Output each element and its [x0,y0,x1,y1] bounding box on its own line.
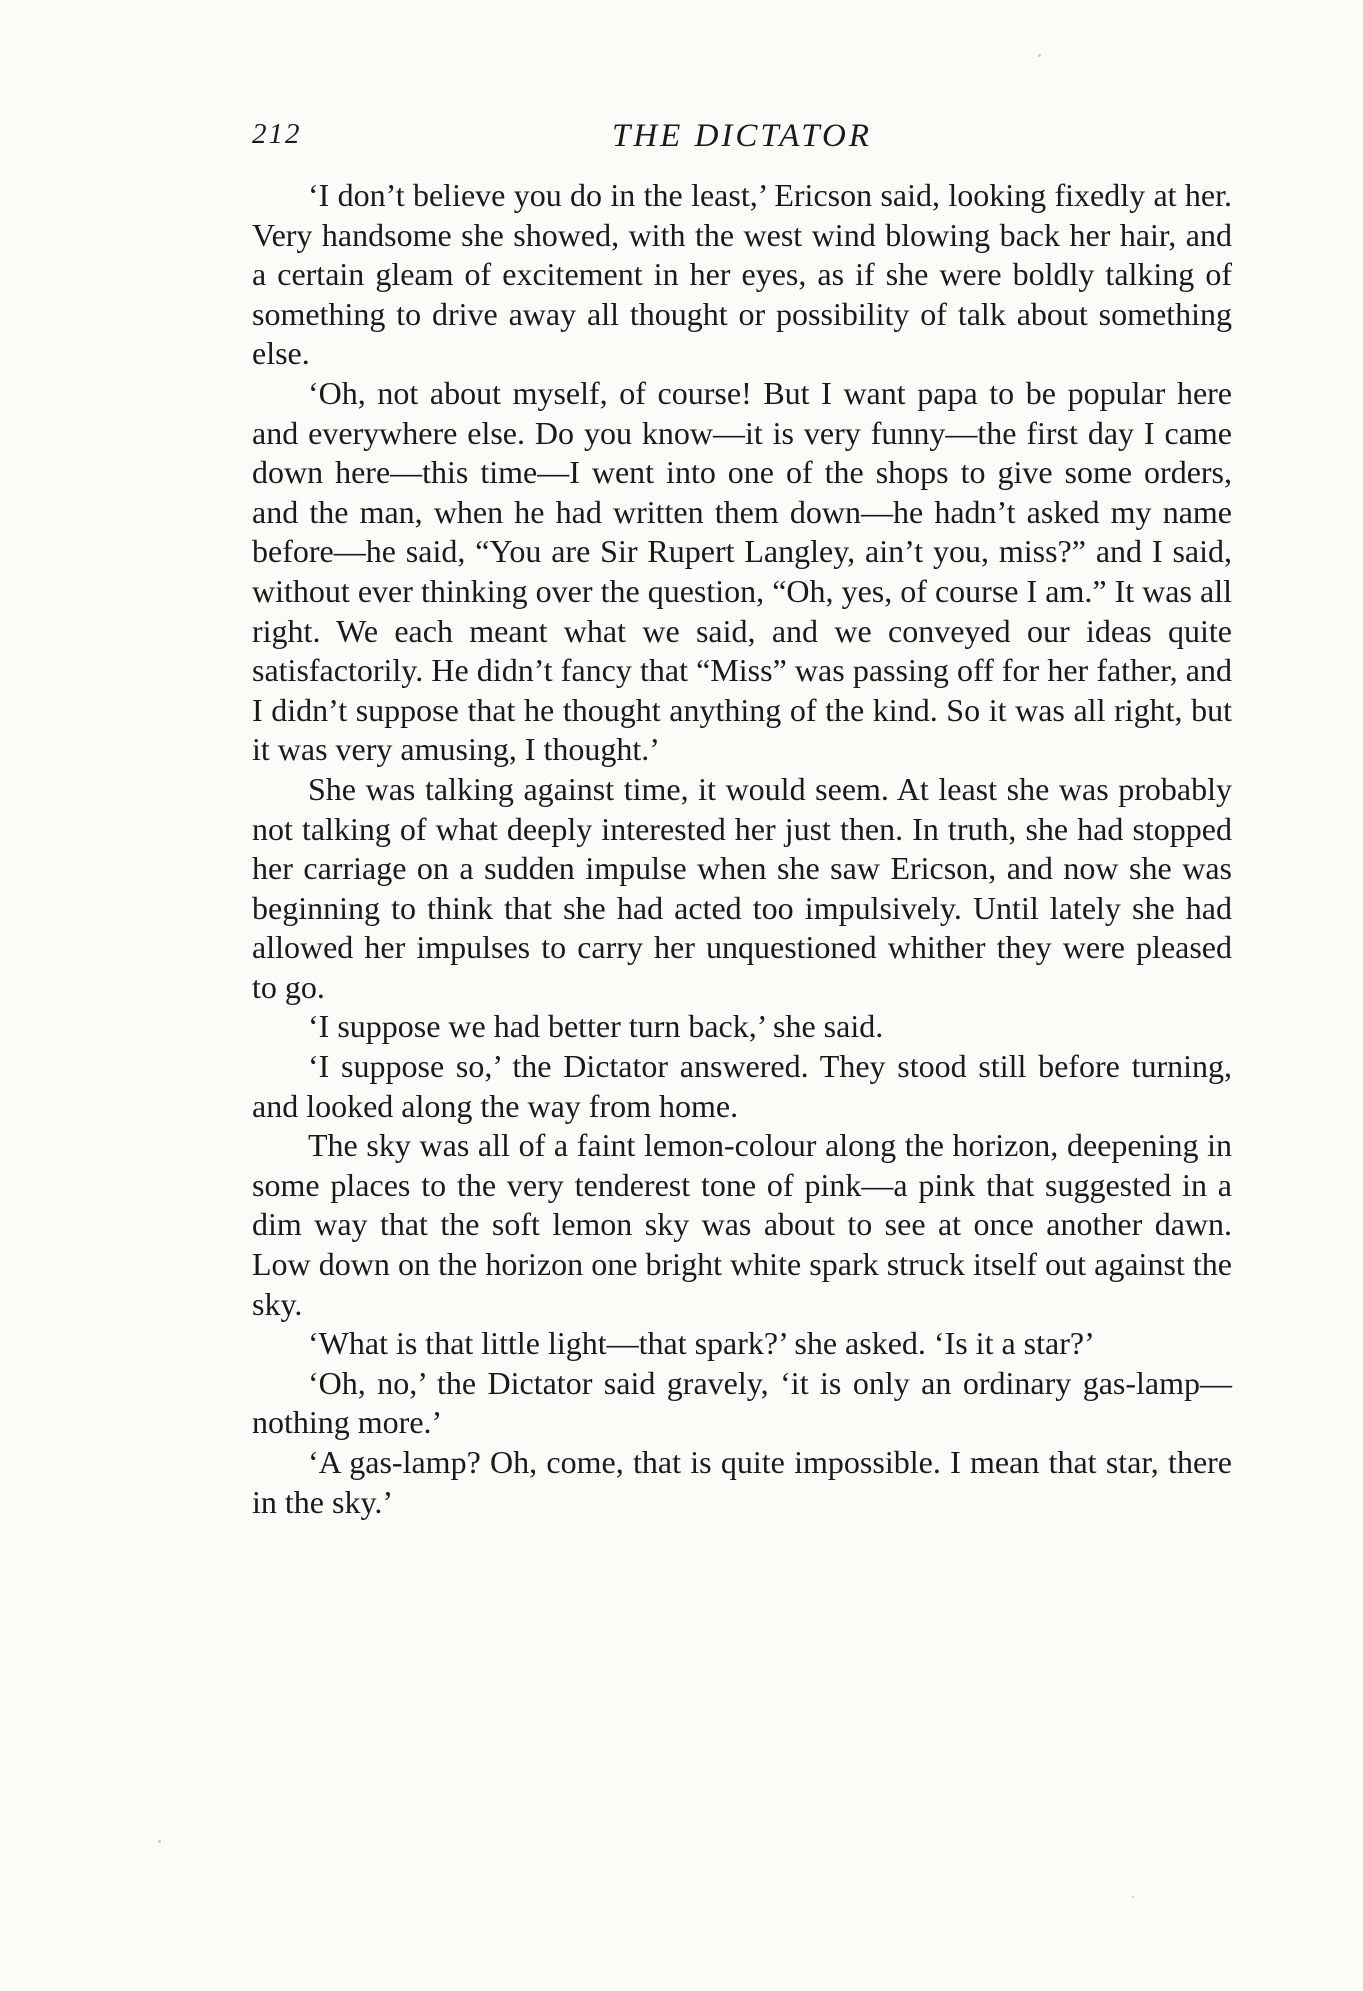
page-number: 212 [252,118,302,150]
paragraph: She was talking against time, it would seem. At least she was probably not talking of what deeply interested her just then. In truth, she had stopped her carriage on a sudden impulse when she saw Ericson, and now she was beginning to think that she had acted too impulsively. Until lately she had allowed her impulses to carry her unquestioned whither they were pleased to go. [252,770,1232,1005]
running-title: THE DICTATOR [611,118,872,154]
body-text [252,176,1232,1522]
paper-speck [158,1840,161,1843]
paragraph: ‘What is that little light—that spark?’ she asked. ‘Is it a star?’ [308,1325,1095,1362]
paragraph: ‘Oh, not about myself, of course! But I want papa to be popular here and everywhere else. Do you know—it is very funny—the first day I came down here—this time—I went into one of the shops to give some orders, and the man, when he had written them down—he hadn’t asked my name before—he said, “You are Sir Rupert Langley, ain’t you, miss?” and I said, without ever thinking over the question, “Oh, yes, of course I am.” It was all right. We each meant what we said, and we conveyed our ideas quite satisfactorily. He didn’t fancy that “Miss” was passing off for her father, and I didn’t suppose that he thought anything of the kind. So it was all right, but it was very amusing, I thought.’ [252,374,1232,768]
page-header [252,118,1232,162]
paragraph: ‘I suppose so,’ the Dictator answered. They stood still before turning, and looked along the way from home. [252,1048,1232,1124]
paragraph: ‘I suppose we had better turn back,’ she said. [308,1008,884,1045]
paragraph: ‘Oh, no,’ the Dictator said gravely, ‘it is only an ordinary gas-lamp—nothing more.’ [252,1364,1232,1441]
paper-speck [1132,1896,1134,1898]
paper-speck [1038,54,1041,57]
paragraph: The sky was all of a faint lemon-colour along the horizon, deepening in some places to the very tenderest tone of pink—a pink that suggested in a dim way that the soft lemon sky was about to see at once another dawn. Low down on the horizon one bright white spark struck itself out against the sky. [252,1127,1232,1322]
paragraph: ‘I don’t believe you do in the least,’ Ericson said, looking fixedly at her. Very handsome she showed, with the west wind blowing back her hair, and a certain gleam of excitement in her eyes, as if she were boldly talking of something to drive away all thought or possibility of talk about something else. [252,177,1232,372]
paragraph: ‘A gas-lamp? Oh, come, that is quite impossible. I mean that star, there in the sky.’ [252,1444,1232,1520]
